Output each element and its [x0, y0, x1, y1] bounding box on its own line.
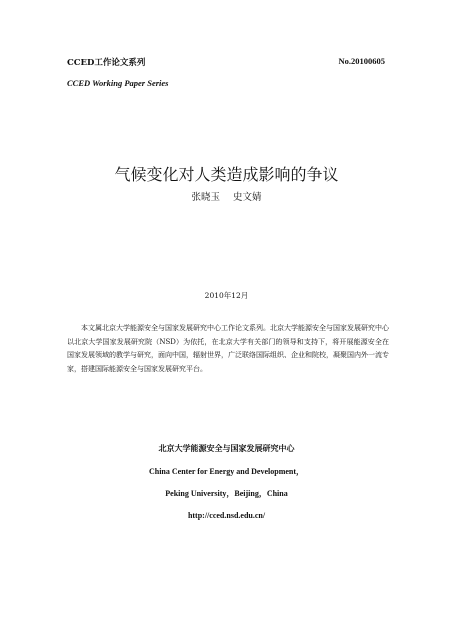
institution-name-chinese: 北京大学能源安全与国家发展研究中心: [158, 443, 295, 453]
paper-title: 气候变化对人类造成影响的争议: [114, 165, 339, 184]
paper-authors: 张晓玉 史文婧: [191, 192, 262, 203]
publication-date: 2010年12月: [204, 291, 249, 300]
series-description-paragraph: 本文属北京大学能源安全与国家发展研究中心工作论文系列。北京大学能源安全与国家发展研究中心以北京大学国家发展研究院（NSD）为依托，在北京大学有关部门的领导和支持下，将开展能源安全在国家发展领域的教学与研究，面向中国，辐射世界，广泛联络国际组织、企业和院校，凝聚国内外一流专家，搭建国际能源安全与国家发展研究平台。: [67, 324, 389, 373]
institution-footer: [0, 442, 453, 532]
institution-name-english: China Center for Energy and Development，: [148, 467, 305, 476]
paper-number: No.20100605: [338, 56, 385, 66]
series-title-chinese: CCED工作论文系列: [67, 58, 146, 68]
series-title-english: CCED Working Paper Series: [67, 78, 169, 88]
institution-url: http://cced.nsd.edu.cn/: [187, 511, 266, 520]
institution-location: Peking University，Beijing，China: [165, 489, 288, 498]
